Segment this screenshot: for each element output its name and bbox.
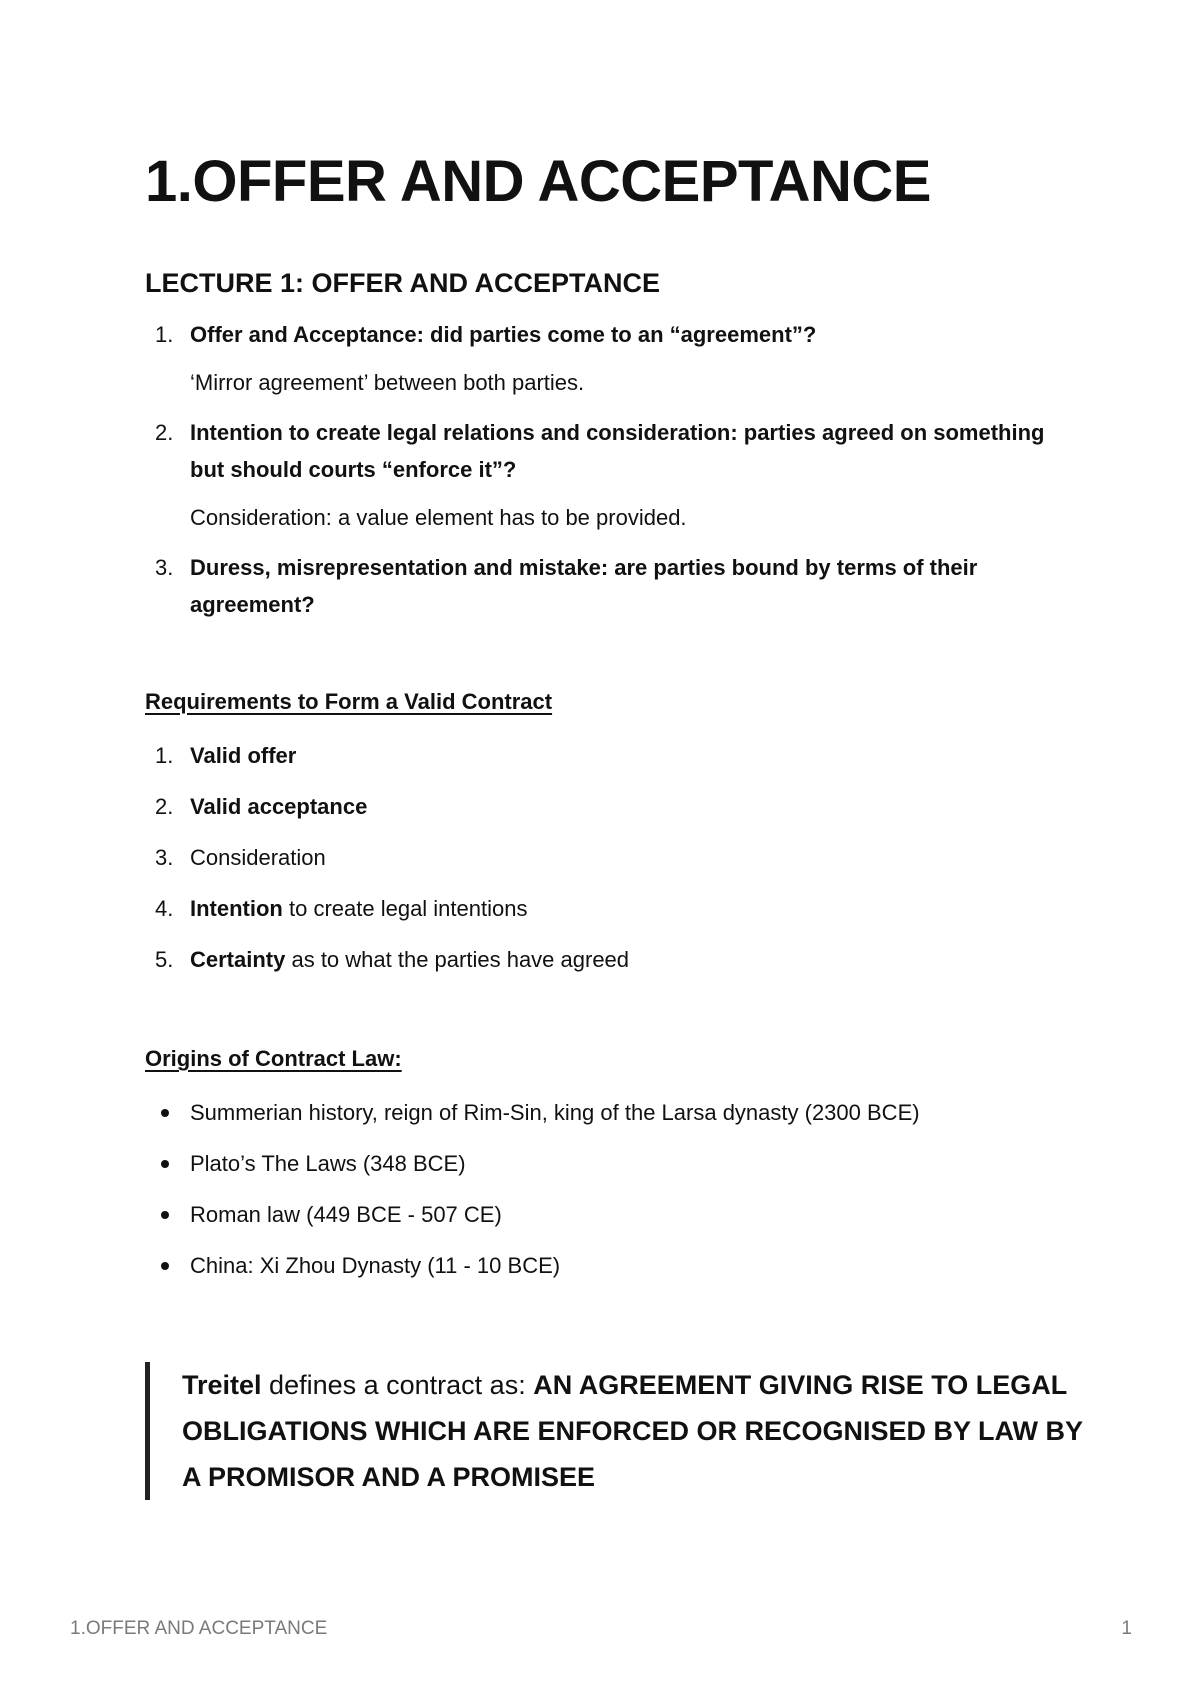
page-number: 1 — [1121, 1618, 1132, 1639]
origins-heading: Origins of Contract Law: — [145, 1046, 402, 1071]
bullet-icon — [161, 1262, 169, 1270]
list-item — [145, 941, 1045, 992]
requirements-heading: Requirements to Form a Valid Contract — [145, 689, 553, 714]
list-item — [145, 316, 1045, 401]
origin-text: Plato’s The Laws (348 BCE) — [190, 1151, 466, 1176]
origin-text: Roman law (449 BCE - 507 CE) — [190, 1202, 502, 1227]
lecture-point-note: ‘Mirror agreement’ between both parties. — [190, 370, 585, 395]
list-item — [145, 1247, 1095, 1298]
list-item — [145, 839, 1045, 890]
requirement-text: to create legal intentions — [282, 896, 528, 921]
list-number: 1. — [155, 322, 174, 347]
list-number: 2. — [155, 794, 174, 819]
footer-title: 1.OFFER AND ACCEPTANCE — [70, 1618, 328, 1639]
list-item — [145, 890, 1045, 941]
list-item — [145, 1196, 1095, 1247]
requirement-text: Consideration — [190, 845, 326, 870]
bullet-icon — [161, 1109, 169, 1117]
bullet-icon — [161, 1211, 169, 1219]
list-item — [145, 1145, 1095, 1196]
origin-text: China: Xi Zhou Dynasty (11 - 10 BCE) — [190, 1253, 561, 1278]
lecture-point-title: Intention to create legal relations and consideration: parties agreed on something but should courts “enforce it”? — [190, 420, 1045, 482]
list-item — [145, 737, 1045, 788]
lecture-heading: LECTURE 1: OFFER AND ACCEPTANCE — [145, 268, 661, 298]
list-item — [145, 788, 1045, 839]
list-number: 2. — [155, 420, 174, 445]
requirement-bold-text: Valid offer — [190, 743, 297, 768]
quote-author: Treitel — [182, 1370, 262, 1400]
list-number: 1. — [155, 743, 174, 768]
list-item — [145, 414, 1045, 536]
requirements-list — [145, 737, 1045, 992]
list-number: 3. — [155, 555, 174, 580]
lecture-points-list — [145, 316, 1045, 623]
lecture-point-title: Offer and Acceptance: did parties come to an “agreement”? — [190, 322, 817, 347]
bullet-icon — [161, 1160, 169, 1168]
requirement-bold-text: Intention — [190, 896, 283, 921]
lecture-point-title: Duress, misrepresentation and mistake: are parties bound by terms of their agreement? — [190, 555, 978, 617]
list-item — [145, 549, 1045, 623]
list-number: 4. — [155, 896, 174, 921]
definition-quote — [145, 1362, 1102, 1500]
origin-text: Summerian history, reign of Rim-Sin, king of the Larsa dynasty (2300 BCE) — [190, 1100, 920, 1125]
list-number: 5. — [155, 947, 174, 972]
requirement-bold-text: Certainty — [190, 947, 286, 972]
quote-definition: AN AGREEMENT GIVING RISE TO LEGAL OBLIGATIONS WHICH ARE ENFORCED OR RECOGNISED BY LAW BY A PROMISOR AND A PROMISEE — [182, 1370, 1083, 1492]
origins-list — [145, 1094, 1095, 1298]
requirement-bold-text: Valid acceptance — [190, 794, 368, 819]
quote-lead: defines a contract as: — [261, 1370, 534, 1400]
requirement-text: as to what the parties have agreed — [285, 947, 630, 972]
page-title: 1.OFFER AND ACCEPTANCE — [145, 149, 931, 214]
lecture-point-note: Consideration: a value element has to be provided. — [190, 505, 687, 530]
list-number: 3. — [155, 845, 174, 870]
list-item — [145, 1094, 1095, 1145]
